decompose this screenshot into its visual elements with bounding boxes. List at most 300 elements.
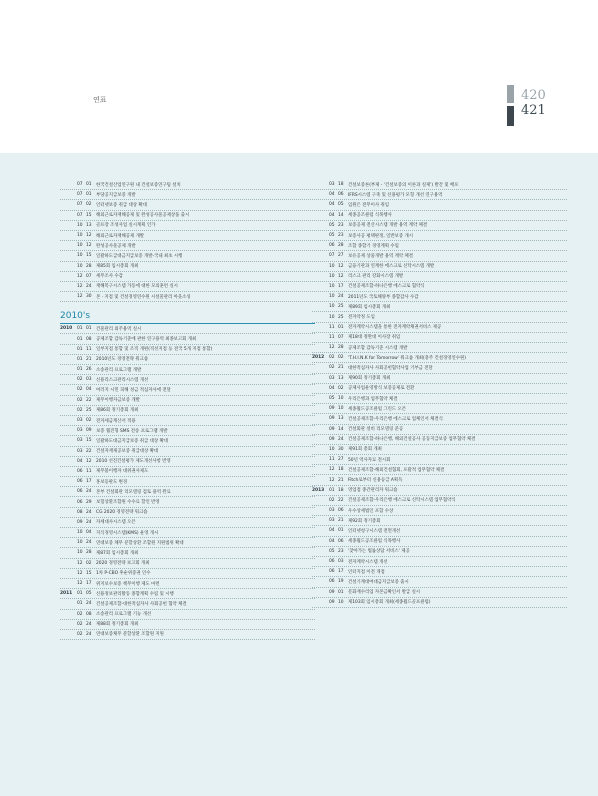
timeline-row (60, 241, 315, 251)
timeline-day: 02 (86, 202, 92, 208)
timeline-row (60, 610, 315, 620)
timeline-row (60, 396, 315, 406)
timeline-row (312, 343, 567, 353)
timeline-day: 21 (338, 518, 344, 524)
timeline-day: 02 (338, 385, 344, 391)
timeline-day: 26 (86, 367, 92, 373)
timeline-month: 02 (329, 497, 335, 503)
timeline-month: 12 (77, 581, 83, 587)
timeline-month: 01 (77, 336, 83, 342)
timeline-event: 본 · 지점 및 건설경영연수원 시설물관리 아웃소싱 (96, 294, 191, 300)
timeline-month: 10 (77, 243, 83, 249)
timeline-event: 제87회 임시총회 개최 (96, 550, 139, 556)
timeline-event: 인터지점 이전 개점 (348, 569, 385, 575)
timeline-month: 04 (329, 212, 335, 218)
timeline-row (60, 538, 315, 548)
timeline-month: 12 (77, 560, 83, 566)
timeline-month: 08 (77, 509, 83, 515)
timeline-row (312, 598, 567, 608)
timeline-month: 07 (77, 182, 83, 188)
timeline-day: 01 (86, 192, 92, 198)
timeline-event: 신용정보관리활동 종합계획 수립 및 시행 (96, 591, 174, 597)
timeline-month: 03 (329, 375, 335, 381)
timeline-row (60, 345, 315, 355)
timeline-day: 08 (86, 611, 92, 617)
timeline-event: 제89회 임시총회 개최 (348, 304, 391, 310)
timeline-day: 28 (86, 550, 92, 556)
timeline-month: 02 (329, 355, 335, 361)
timeline-row (60, 416, 315, 426)
page-marker-bar-bottom (507, 106, 514, 126)
timeline-row (312, 231, 567, 241)
timeline-row (312, 323, 567, 333)
timeline-event: 건물관리 외주용역 실시 (96, 326, 142, 332)
timeline-event: 세종공조클럽 식목행사 (348, 213, 392, 219)
timeline-row (60, 548, 315, 558)
timeline-event: 2010 선진건설평가 제도개선사항 반영 (96, 459, 171, 465)
timeline-event: 골프장 조성사업 실시계획 인가 (96, 223, 156, 229)
timeline-row (312, 353, 567, 363)
timeline-row (60, 334, 315, 344)
timeline-month: 11 (329, 324, 335, 330)
timeline-event: 대한적십자사 사회공헌협약사업 기부금 전달 (348, 365, 433, 371)
timeline-event: 지식경영시스템(KMS) 운영 개시 (96, 530, 159, 536)
timeline-month: 09 (329, 416, 335, 422)
timeline-event: 건설공제조합-하나은행 에스크로 협약식 (348, 284, 425, 290)
timeline-day: 19 (338, 579, 344, 585)
timeline-event: 부당공지급보증 개발 (96, 192, 136, 198)
timeline-month: 05 (329, 233, 335, 239)
timeline-row (60, 190, 315, 200)
timeline-month: 04 (329, 192, 335, 198)
timeline-day: 17 (86, 581, 92, 587)
timeline-row (312, 455, 567, 465)
timeline-row (312, 404, 567, 414)
timeline-event: 건설기계대여대금지급보증 출시 (348, 579, 409, 585)
timeline-month: 04 (329, 202, 335, 208)
timeline-event: 홍보동판도 변경 (96, 479, 128, 485)
timeline-month: 12 (329, 467, 335, 473)
timeline-month: 10 (77, 550, 83, 556)
timeline-month: 04 (77, 458, 83, 464)
timeline-row (60, 497, 315, 507)
timeline-event: 영업점 종간관리자 워크숍 (348, 488, 398, 494)
timeline-row (60, 518, 315, 528)
page-number-left: 420 (521, 88, 546, 103)
timeline-row (60, 620, 315, 630)
timeline-row (312, 180, 567, 190)
timeline-row (60, 180, 315, 190)
timeline-event: 완성공사물공제 개발 (96, 243, 136, 249)
timeline-event: 전자계약시스템을 통한 전자계약채권서비스 제공 (348, 325, 442, 331)
timeline-month: 09 (329, 406, 335, 412)
timeline-month: 06 (329, 243, 335, 249)
timeline-year: 2010 (60, 326, 73, 332)
timeline-row (60, 487, 315, 497)
timeline-row (60, 457, 315, 467)
timeline-event: 소송관리 프로그램 개발 (96, 367, 142, 373)
timeline-row (60, 200, 315, 210)
timeline-right-column (312, 180, 567, 608)
timeline-event: 건설공제조합-우리은행 에스크로 신탁시스템 업무협약식 (348, 498, 456, 504)
timeline-month: 10 (77, 222, 83, 228)
timeline-month: 04 (329, 538, 335, 544)
timeline-day: 24 (86, 540, 92, 546)
timeline-event: IFRS시스템 구축 및 신용평가 모형 개선 연구용역 (348, 192, 443, 198)
timeline-event: 일부지점 통합 및 조직 개편(직선지점 등 전국 5개 지점 통합) (96, 347, 213, 353)
timeline-day: 24 (338, 436, 344, 442)
timeline-month: 07 (77, 202, 83, 208)
timeline-month: 01 (77, 346, 83, 352)
timeline-month: 12 (329, 477, 335, 483)
timeline-event: 건설공제조합-해외건설협회, 포괄적 업무협약 체결 (348, 467, 445, 473)
timeline-row (312, 200, 567, 210)
timeline-day: 22 (86, 397, 92, 403)
timeline-day: 25 (338, 304, 344, 310)
timeline-row (312, 588, 567, 598)
timeline-day: 01 (338, 324, 344, 330)
timeline-month: 03 (77, 448, 83, 454)
timeline-day: 21 (338, 477, 344, 483)
timeline-row (312, 374, 567, 384)
timeline-month: 12 (77, 570, 83, 576)
timeline-month: 10 (329, 446, 335, 452)
timeline-left-column (60, 180, 315, 640)
timeline-month: 01 (77, 356, 83, 362)
timeline-row (312, 414, 567, 424)
timeline-day: 06 (338, 508, 344, 514)
timeline-row (60, 365, 315, 375)
timeline-month: 02 (77, 377, 83, 383)
timeline-row (312, 292, 567, 302)
timeline-row (60, 211, 315, 221)
timeline-row (60, 406, 315, 416)
timeline-event: 제무이행자금보증 개발 (96, 398, 140, 404)
timeline-row (312, 211, 567, 221)
timeline-day: 17 (338, 283, 344, 289)
timeline-day: 24 (86, 489, 92, 495)
timeline-month: 06 (77, 499, 83, 505)
timeline-row (60, 426, 315, 436)
timeline-month: 05 (329, 222, 335, 228)
timeline-month: 09 (329, 426, 335, 432)
timeline-event: 전자세금계산서 적용 (96, 418, 136, 424)
timeline-day: 07 (86, 273, 92, 279)
timeline-row (312, 363, 567, 373)
timeline-row (312, 251, 567, 261)
timeline-row (312, 384, 567, 394)
timeline-day: 13 (86, 222, 92, 228)
timeline-year: 2011 (60, 591, 73, 597)
timeline-day: 06 (338, 538, 344, 544)
timeline-day: 12 (86, 233, 92, 239)
timeline-row (312, 537, 567, 547)
timeline-month: 09 (77, 519, 83, 525)
timeline-day: 10 (338, 599, 344, 605)
timeline-event: 인터넷청구시스템 전면개선 (348, 528, 401, 534)
timeline-month: 11 (329, 334, 335, 340)
timeline-month: 01 (77, 367, 83, 373)
timeline-row (60, 508, 315, 518)
timeline-day: 01 (338, 528, 344, 534)
timeline-year: 2012 (312, 355, 325, 361)
timeline-row (60, 251, 315, 261)
timeline-event: 2010년도 경영전략 워크숍 (96, 357, 149, 363)
timeline-event: 건설공제조합-우리은행 에스크로 업체인서 체결식 (348, 416, 443, 422)
timeline-month: 03 (77, 438, 83, 444)
timeline-month: 03 (329, 518, 335, 524)
timeline-day: 10 (338, 406, 344, 412)
timeline-row (60, 355, 315, 365)
timeline-event: '찾아가는 법률상담 서비스' 제공 (348, 549, 410, 555)
timeline-event: 금융기관과 연계한 에스크로 신탁시스템 개발 (348, 264, 435, 270)
timeline-month: 03 (329, 508, 335, 514)
timeline-day: 15 (86, 253, 92, 259)
timeline-day: 10 (338, 396, 344, 402)
timeline-event: 제91회 총회 개최 (348, 447, 382, 453)
timeline-month: 06 (77, 489, 83, 495)
timeline-day: 18 (338, 182, 344, 188)
timeline-day: 24 (86, 283, 92, 289)
timeline-row (312, 394, 567, 404)
timeline-day: 18 (338, 467, 344, 473)
timeline-event: 조합 종합기 경영계획 수립 (348, 243, 399, 249)
timeline-event: 공제조합 감독기준 시스템 개발 (348, 345, 408, 351)
timeline-row (60, 569, 315, 579)
timeline-event: 보증 웹진형 SMS 전송 프로그램 개발 (96, 428, 168, 434)
timeline-row (312, 547, 567, 557)
timeline-month: 05 (329, 548, 335, 554)
timeline-event: 50년 역사자료 전시회 (348, 457, 391, 463)
timeline-day: 15 (86, 570, 92, 576)
timeline-row (60, 599, 315, 609)
timeline-month: 07 (77, 212, 83, 218)
timeline-day: 29 (86, 499, 92, 505)
timeline-row (312, 333, 567, 343)
timeline-row (312, 577, 567, 587)
timeline-event: 제90회 정기총회 개최 (348, 376, 391, 382)
timeline-row (60, 477, 315, 487)
timeline-month: 12 (329, 345, 335, 351)
timeline-event: 2020 경영전략 보고회 개최 (96, 561, 150, 567)
timeline-event: 제88회 정기총회 개최 (96, 622, 139, 628)
timeline-event: 제103회 임시총회 개최(세종월드골프클럽) (348, 600, 431, 606)
timeline-month: 10 (329, 294, 335, 300)
timeline-day: 17 (86, 479, 92, 485)
timeline-day: 28 (338, 243, 344, 249)
timeline-month: 09 (329, 599, 335, 605)
timeline-row (312, 282, 567, 292)
timeline-event: 공제사업운영방식 보증공제로 전환 (348, 386, 415, 392)
timeline-day: 28 (338, 345, 344, 351)
timeline-row (60, 375, 315, 385)
timeline-event: 보증공제 전산시스템 개발 용역 계약 체결 (348, 223, 428, 229)
timeline-month: 06 (329, 579, 335, 585)
timeline-month: 05 (329, 396, 335, 402)
timeline-row (312, 302, 567, 312)
timeline-event: 해외근로자재해공제 개발 (96, 233, 145, 239)
timeline-month: 09 (329, 436, 335, 442)
timeline-month: 02 (77, 387, 83, 393)
timeline-event: 세무조사 수감 (96, 274, 123, 280)
timeline-event: Fitch로부터 신용등급 A획득 (348, 478, 403, 484)
timeline-event: 1차 P-CBO 후순위증권 인수 (96, 571, 151, 577)
timeline-month: 06 (77, 479, 83, 485)
timeline-event: 한국건설산업연구원 내 건설보증연구팀 설치 (96, 182, 181, 188)
timeline-event: 제85회 임시총회 개최 (96, 264, 139, 270)
timeline-row (312, 262, 567, 272)
timeline-day: 01 (338, 589, 344, 595)
timeline-row (312, 435, 567, 445)
timeline-month: 02 (77, 621, 83, 627)
timeline-event: 제92회 정기총회 (348, 518, 381, 524)
timeline-row (60, 559, 315, 569)
timeline-event: 재해복구시스템 가동에 대한 모의훈련 실시 (96, 284, 178, 290)
timeline-year: 2013 (312, 487, 325, 493)
timeline-row (60, 579, 315, 589)
timeline-row (60, 282, 315, 292)
timeline-month: 04 (329, 528, 335, 534)
timeline-day: 03 (338, 559, 344, 565)
timeline-month: 10 (329, 304, 335, 310)
timeline-day: 14 (338, 212, 344, 218)
timeline-row (60, 231, 315, 241)
timeline-day: 12 (338, 273, 344, 279)
timeline-row (60, 272, 315, 282)
timeline-event: 리스크 관리 강화시스템 개발 (348, 274, 404, 280)
timeline-row (60, 630, 315, 640)
timeline-event: 신용리스크관리시스템 개선 (96, 377, 149, 383)
timeline-event: 연대보증 채무 분할상환 조합원 지원범위 확대 (96, 540, 184, 546)
timeline-month: 07 (77, 192, 83, 198)
timeline-event: 세종월드공조클럽 그린드 오픈 (348, 406, 406, 412)
page-marker-bar-top (507, 85, 514, 103)
timeline-day: 27 (338, 253, 344, 259)
timeline-event: 제18대 정완대 이사장 취임 (348, 335, 401, 341)
timeline-day: 25 (86, 407, 92, 413)
timeline-event: 일괄하도급대금지급보증 개발-국내 최초 시행 (96, 253, 183, 259)
timeline-day: 14 (338, 426, 344, 432)
timeline-event: 연대보증채무 분할상환 조합원 지원 (96, 632, 164, 638)
timeline-month: 10 (77, 263, 83, 269)
timeline-row (312, 496, 567, 506)
timeline-row (60, 589, 315, 599)
timeline-day: 21 (338, 365, 344, 371)
timeline-event: 일괄하도대금지급보증 취급 대상 확대 (96, 438, 169, 444)
timeline-day: 13 (338, 375, 344, 381)
timeline-day: 05 (338, 202, 344, 208)
timeline-row (60, 436, 315, 446)
timeline-day: 04 (86, 530, 92, 536)
timeline-day: 25 (338, 314, 344, 320)
timeline-day: 01 (86, 326, 92, 332)
timeline-day: 22 (338, 497, 344, 503)
timeline-day: 22 (86, 448, 92, 454)
timeline-row (60, 385, 315, 395)
timeline-month: 01 (77, 601, 83, 607)
timeline-day: 30 (86, 294, 92, 300)
timeline-row (312, 516, 567, 526)
timeline-day: 24 (86, 601, 92, 607)
timeline-month: 02 (77, 397, 83, 403)
timeline-event: 문화재수리업 자본금확인서 발급 실시 (348, 590, 421, 596)
timeline-event: 소송관리 프로그램 기능 개선 (96, 612, 152, 618)
timeline-event: 전자약정 도입 (348, 315, 375, 321)
timeline-event: 제무불이행자 대위권사제도 (96, 469, 149, 475)
timeline-row (312, 445, 567, 455)
timeline-day: 27 (338, 457, 344, 463)
timeline-month: 12 (77, 283, 83, 289)
timeline-day: 24 (338, 294, 344, 300)
timeline-month: 07 (329, 253, 335, 259)
timeline-event: 2011년도 국토해양부 종합감사 수감 (348, 294, 419, 300)
timeline-day: 06 (338, 192, 344, 198)
timeline-event: 보유공제 상품개발 용역 계약 체결 (348, 253, 413, 259)
timeline-row (312, 425, 567, 435)
timeline-day: 08 (86, 336, 92, 342)
timeline-event: 본부 건설회관 리모델링 검토 용역 완료 (96, 489, 171, 495)
timeline-event: 세종월드공조클럽 식목행사 (348, 539, 401, 545)
timeline-day: 04 (86, 387, 92, 393)
timeline-day: 03 (86, 377, 92, 383)
timeline-month: 06 (329, 559, 335, 565)
timeline-month: 11 (329, 457, 335, 463)
timeline-row (60, 447, 315, 457)
timeline-day: 23 (338, 222, 344, 228)
timeline-month: 10 (77, 233, 83, 239)
timeline-row (312, 475, 567, 485)
timeline-day: 28 (86, 263, 92, 269)
timeline-month: 01 (329, 487, 335, 493)
timeline-event: 해외근로자재해공제 및 완성공사물공제상품 출시 (96, 213, 190, 219)
timeline-day: 24 (86, 621, 92, 627)
timeline-day: 02 (338, 355, 344, 361)
timeline-day: 02 (86, 560, 92, 566)
timeline-month: 10 (329, 273, 335, 279)
timeline-event: 건설공제조합-하나은행, 해외건설공사 공동지급보증 업무협약 체결 (348, 437, 476, 443)
timeline-day: 05 (86, 591, 92, 597)
section-label: 연표 (93, 96, 107, 104)
timeline-event: 여러지 시민 피해 성금 적십자사에 전달 (96, 387, 171, 393)
timeline-row (312, 486, 567, 496)
timeline-month: 06 (77, 468, 83, 474)
timeline-day: 09 (86, 428, 92, 434)
timeline-row (312, 526, 567, 536)
timeline-row (60, 262, 315, 272)
timeline-event: 우리은행과 업무협약 체결 (348, 396, 398, 402)
timeline-day: 24 (86, 519, 92, 525)
timeline-row (312, 567, 567, 577)
page-numbers (521, 88, 546, 118)
timeline-month: 04 (329, 385, 335, 391)
timeline-day: 23 (338, 548, 344, 554)
timeline-day: 18 (338, 487, 344, 493)
timeline-event: 보증사공 평택판정, 일반보증 개시 (348, 233, 413, 239)
timeline-row (312, 221, 567, 231)
timeline-day: 02 (86, 418, 92, 424)
timeline-row (312, 190, 567, 200)
timeline-day: 24 (86, 509, 92, 515)
timeline-day: 24 (86, 631, 92, 637)
timeline-event: 제86회 정기총회 개최 (96, 408, 139, 414)
timeline-event: 건설자재제공보증 취급대상 확대 (96, 449, 159, 455)
timeline-row (312, 465, 567, 475)
timeline-month: 02 (77, 631, 83, 637)
timeline-event: 위지보수보증 책무이행 제도 마련 (96, 581, 160, 587)
timeline-month: 10 (329, 314, 335, 320)
timeline-month: 09 (329, 589, 335, 595)
timeline-row (312, 557, 567, 567)
